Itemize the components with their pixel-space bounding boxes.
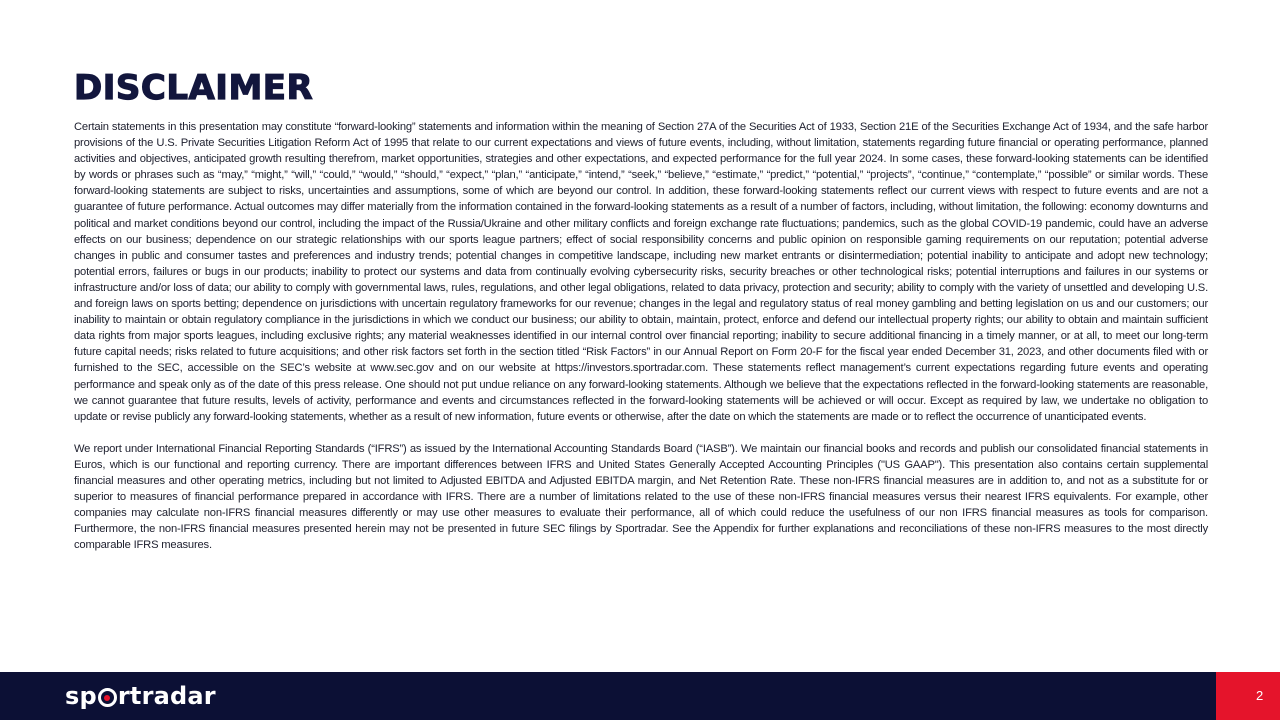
logo-text-start: sp (65, 682, 97, 710)
page-number: 2 (1256, 688, 1264, 703)
page-number-box (1216, 672, 1280, 720)
page-title: DISCLAIMER (74, 68, 314, 108)
forward-looking-paragraph: Certain statements in this presentation may constitute “forward-looking” statements and information within the meaning of Section 27A of the Securities Act of 1933, Section 21E of the Securities Exchange Act of 1934, and the safe harbor provisions of the U.S. Private Securities Litigation Reform Act of 1995 that relate to our current expectations and views of future events, including, without limitation, statements regarding future financial or operating performance, planned activities and objectives, anticipated growth resulting therefrom, market opportunities, strategies and other expectations, and expected performance for the full year 2024. In some cases, these forward-looking statements can be identified by words or phrases such as “may,” “might,” “will,” “could,” “would,” “should,” “expect,” “plan,” “anticipate,” “intend,” “seek,” “believe,” “estimate,” “predict,” “potential,” “projects”, “continue,” “contemplate,” “possible” or similar words. These forward-looking statements are subject to risks, uncertainties and assumptions, some of which are beyond our control. In addition, these forward-looking statements reflect our current views with respect to future events and are not a guarantee of future performance. Actual outcomes may differ materially from the information contained in the forward-looking statements as a result of a number of factors, including, without limitation, the following: economy downturns and political and market conditions beyond our control, including the impact of the Russia/Ukraine and other military conflicts and foreign exchange rate fluctuations; pandemics, such as the global COVID-19 pandemic, could have an adverse effects on our business; dependence on our strategic relationships with our sports league partners; effect of social responsibility concerns and public opinion on responsible gaming requirements on our reputation; potential adverse changes in public and consumer tastes and preferences and industry trends; potential changes in competitive landscape, including new market entrants or disintermediation; potential inability to anticipate and adopt new technology; potential errors, failures or bugs in our products; inability to protect our systems and data from continually evolving cybersecurity risks, security breaches or other technological risks; potential interruptions and failures in our systems or infrastructure and/or loss of data; our ability to comply with governmental laws, rules, regulations, and other legal obligations, related to data privacy, protection and security; ability to comply with the variety of unsettled and developing U.S. and foreign laws on sports betting; dependence on jurisdictions with uncertain regulatory frameworks for our revenue; changes in the legal and regulatory status of real money gambling and betting legislation on us and our customers; our inability to maintain or obtain regulatory compliance in the jurisdictions in which we conduct our business; our ability to obtain, maintain, protect, enforce and defend our intellectual property rights; our ability to obtain and maintain sufficient data rights from major sports leagues, including exclusive rights; any material weaknesses identified in our internal control over financial reporting; inability to secure additional financing in a timely manner, or at all, to meet our long-term future capital needs; risks related to future acquisitions; and other risk factors set forth in the section titled “Risk Factors” in our Annual Report on Form 20-F for the fiscal year ended December 31, 2023, and other documents filed with or furnished to the SEC, accessible on the SEC’s website at www.sec.gov and on our website at https://investors.sportradar.com. These statements reflect management’s current expectations regarding future events and operating performance and speak only as of the date of this press release. One should not put undue reliance on any forward-looking statements. Although we believe that the expectations reflected in the forward-looking statements are reasonable, we cannot guarantee that future results, levels of activity, performance and events and circumstances reflected in the forward-looking statements will be achieved or will occur. Except as required by law, we undertake no obligation to update or revise publicly any forward-looking statements, whether as a result of new information, future events or otherwise, after the date on which the statements are made or to reflect the occurrence of unanticipated events. (74, 121, 1208, 423)
disclaimer-body (74, 119, 1208, 553)
footer-bar (0, 672, 1280, 720)
logo-o-icon (98, 688, 117, 707)
sportradar-logo (65, 682, 216, 710)
logo-text-end: rtradar (117, 682, 216, 710)
ifrs-paragraph: We report under International Financial Reporting Standards (“IFRS”) as issued by the International Accounting Standards Board (“IASB”). We maintain our financial books and records and publish our consolidated financial statements in Euros, which is our functional and reporting currency. There are important differences between IFRS and United States Generally Accepted Accounting Principles ("US GAAP"). This presentation also contains certain supplemental financial measures and other operating metrics, including but not limited to Adjusted EBITDA and Adjusted EBITDA margin, and Net Retention Rate. These non-IFRS financial measures are in addition to, and not as a substitute for or superior to measures of financial performance prepared in accordance with IFRS. There are a number of limitations related to the use of these non-IFRS financial measures versus their nearest IFRS equivalents. For example, other companies may calculate non-IFRS financial measures differently or may use other measures to evaluate their performance, all of which could reduce the usefulness of our non IFRS financial measures as tools for comparison. Furthermore, the non-IFRS financial measures presented herein may not be presented in future SEC filings by Sportradar. See the Appendix for further explanations and reconciliations of these non-IFRS measures to the most directly comparable IFRS measures. (74, 442, 1208, 552)
